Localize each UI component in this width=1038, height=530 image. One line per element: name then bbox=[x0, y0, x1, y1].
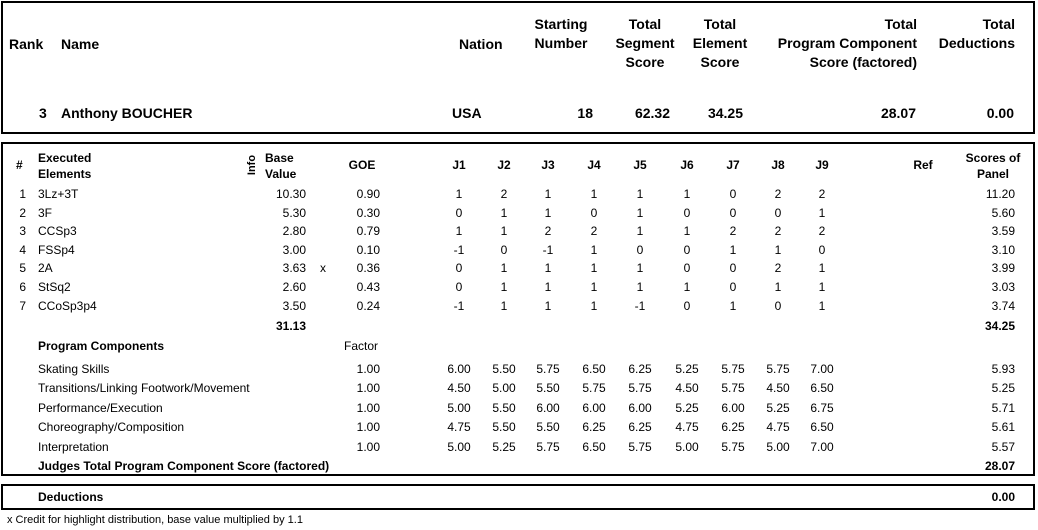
pc-judge-score: 6.00 bbox=[721, 401, 745, 415]
element-base-value-mark: x bbox=[320, 261, 326, 275]
element-judge-score: 0 bbox=[729, 280, 737, 294]
pc-panel-score: 5.71 bbox=[991, 401, 1015, 415]
element-panel-score: 11.20 bbox=[985, 187, 1015, 201]
judge-header-6: J6 bbox=[680, 158, 694, 172]
deductions-box bbox=[1, 484, 1035, 510]
pc-factor: 1.00 bbox=[356, 420, 380, 434]
pc-judge-score: 5.25 bbox=[492, 440, 516, 454]
element-judge-score: 1 bbox=[590, 261, 598, 275]
judge-header-1: J1 bbox=[452, 158, 466, 172]
info-header: Info bbox=[246, 154, 258, 176]
goe-header: GOE bbox=[348, 158, 376, 172]
judge-header-5: J5 bbox=[633, 158, 647, 172]
pc-judge-score: 6.00 bbox=[628, 401, 652, 415]
element-number: 4 bbox=[19, 243, 26, 257]
element-judge-score: 0 bbox=[455, 206, 463, 220]
judge-header-7: J7 bbox=[726, 158, 740, 172]
element-goe: 0.43 bbox=[356, 280, 380, 294]
element-judge-score: 1 bbox=[544, 261, 552, 275]
judge-header-4: J4 bbox=[587, 158, 601, 172]
element-base-value: 3.63 bbox=[282, 261, 306, 275]
pc-judge-score: 5.00 bbox=[492, 381, 516, 395]
pc-judge-score: 4.50 bbox=[766, 381, 790, 395]
element-judge-score: 0 bbox=[683, 299, 691, 313]
element-judge-score: 2 bbox=[818, 187, 826, 201]
deductions-label: Deductions bbox=[38, 490, 104, 504]
element-judge-score: -1 bbox=[542, 243, 554, 257]
element-panel-score: 5.60 bbox=[991, 206, 1015, 220]
scores-of-panel-header: Scores of Panel bbox=[965, 151, 1021, 181]
element-judge-score: 1 bbox=[455, 224, 463, 238]
element-judge-score: 2 bbox=[590, 224, 598, 238]
element-judge-score: 1 bbox=[818, 206, 826, 220]
element-judge-score: 1 bbox=[818, 261, 826, 275]
skater-total-pcs: 28.07 bbox=[880, 105, 916, 121]
pc-judge-score: 4.50 bbox=[447, 381, 471, 395]
pc-judge-score: 5.25 bbox=[766, 401, 790, 415]
element-name: StSq2 bbox=[38, 280, 71, 294]
pc-judge-score: 6.25 bbox=[721, 420, 745, 434]
element-judge-score: 1 bbox=[683, 280, 691, 294]
element-goe: 0.36 bbox=[356, 261, 380, 275]
num-header: # bbox=[16, 158, 23, 172]
pc-factor: 1.00 bbox=[356, 440, 380, 454]
pc-judge-score: 6.25 bbox=[628, 362, 652, 376]
element-judge-score: 1 bbox=[774, 280, 782, 294]
element-base-value: 2.80 bbox=[282, 224, 306, 238]
element-judge-score: 1 bbox=[544, 280, 552, 294]
element-panel-score: 3.03 bbox=[991, 280, 1015, 294]
skater-total-segment-score: 62.32 bbox=[634, 105, 670, 121]
element-judge-score: 2 bbox=[774, 261, 782, 275]
element-judge-score: 0 bbox=[729, 187, 737, 201]
pc-name: Interpretation bbox=[38, 440, 109, 454]
pc-judge-score: 5.50 bbox=[492, 420, 516, 434]
pc-judge-score: 5.00 bbox=[447, 401, 471, 415]
pc-name: Performance/Execution bbox=[38, 401, 163, 415]
element-judge-score: 0 bbox=[590, 206, 598, 220]
pc-judge-score: 6.25 bbox=[582, 420, 606, 434]
skater-total-deductions: 0.00 bbox=[986, 105, 1014, 121]
pc-judge-score: 5.50 bbox=[492, 362, 516, 376]
element-judge-score: 1 bbox=[500, 261, 508, 275]
element-base-value: 3.00 bbox=[282, 243, 306, 257]
element-number: 6 bbox=[19, 280, 26, 294]
element-judge-score: 1 bbox=[636, 280, 644, 294]
pc-judge-score: 4.75 bbox=[766, 420, 790, 434]
footnote: x Credit for highlight distribution, base value multiplied by 1.1 bbox=[7, 514, 303, 526]
element-base-value: 5.30 bbox=[282, 206, 306, 220]
judge-header-9: J9 bbox=[815, 158, 829, 172]
pc-judge-score: 5.75 bbox=[721, 440, 745, 454]
pc-judge-score: 6.00 bbox=[536, 401, 560, 415]
pc-judge-score: 5.75 bbox=[721, 381, 745, 395]
pc-judge-score: 7.00 bbox=[810, 362, 834, 376]
pc-name: Transitions/Linking Footwork/Movement bbox=[38, 381, 250, 395]
element-judge-score: 2 bbox=[729, 224, 737, 238]
element-panel-score: 3.74 bbox=[991, 299, 1015, 313]
element-judge-score: 1 bbox=[590, 187, 598, 201]
element-judge-score: 0 bbox=[729, 206, 737, 220]
total-element-score-header: Total Element Score bbox=[692, 16, 748, 70]
pc-panel-score: 5.57 bbox=[991, 440, 1015, 454]
pc-judge-score: 5.50 bbox=[536, 381, 560, 395]
pc-factor: 1.00 bbox=[356, 362, 380, 376]
judge-header-3: J3 bbox=[541, 158, 555, 172]
element-judge-score: 1 bbox=[818, 299, 826, 313]
pc-judge-score: 4.75 bbox=[447, 420, 471, 434]
factor-header: Factor bbox=[344, 339, 379, 353]
pc-judge-score: 5.75 bbox=[766, 362, 790, 376]
element-judge-score: 1 bbox=[544, 299, 552, 313]
element-judge-score: 1 bbox=[636, 187, 644, 201]
element-panel-score: 3.59 bbox=[991, 224, 1015, 238]
element-judge-score: 0 bbox=[636, 243, 644, 257]
pc-judge-score: 5.25 bbox=[675, 401, 699, 415]
pc-judge-score: 6.50 bbox=[582, 362, 606, 376]
name-header: Name bbox=[61, 36, 100, 52]
total-segment-score-header: Total Segment Score bbox=[615, 16, 675, 70]
pc-name: Choreography/Composition bbox=[38, 420, 185, 434]
skater-total-element-score: 34.25 bbox=[707, 105, 743, 121]
element-judge-score: 0 bbox=[729, 261, 737, 275]
element-judge-score: 1 bbox=[500, 280, 508, 294]
elements-total-score: 34.25 bbox=[984, 319, 1015, 333]
element-judge-score: 0 bbox=[455, 261, 463, 275]
element-judge-score: 1 bbox=[590, 243, 598, 257]
pc-judge-score: 5.75 bbox=[536, 362, 560, 376]
element-judge-score: 1 bbox=[729, 243, 737, 257]
element-name: CCSp3 bbox=[38, 224, 77, 238]
element-base-value: 10.30 bbox=[275, 187, 306, 201]
element-judge-score: 1 bbox=[683, 187, 691, 201]
element-judge-score: 0 bbox=[683, 206, 691, 220]
element-base-value: 2.60 bbox=[282, 280, 306, 294]
nation-header: Nation bbox=[459, 36, 503, 52]
element-panel-score: 3.10 bbox=[991, 243, 1015, 257]
element-judge-score: 1 bbox=[500, 206, 508, 220]
element-judge-score: 2 bbox=[774, 187, 782, 201]
pc-panel-score: 5.61 bbox=[991, 420, 1015, 434]
total-pcs-header: Total Program Component Score (factored) bbox=[777, 16, 917, 70]
pc-factor: 1.00 bbox=[356, 381, 380, 395]
pc-judge-score: 6.50 bbox=[810, 420, 834, 434]
total-deductions-header: Total Deductions bbox=[938, 16, 1015, 51]
element-judge-score: 1 bbox=[774, 243, 782, 257]
element-name: 3F bbox=[38, 206, 53, 220]
element-judge-score: -1 bbox=[634, 299, 646, 313]
element-judge-score: 0 bbox=[774, 299, 782, 313]
skater-rank: 3 bbox=[39, 105, 47, 121]
element-judge-score: 1 bbox=[590, 280, 598, 294]
pc-judge-score: 6.00 bbox=[582, 401, 606, 415]
skater-name: Anthony BOUCHER bbox=[61, 105, 193, 121]
element-judge-score: 1 bbox=[544, 206, 552, 220]
element-panel-score: 3.99 bbox=[991, 261, 1015, 275]
element-judge-score: 2 bbox=[500, 187, 508, 201]
pc-judge-score: 6.25 bbox=[628, 420, 652, 434]
base-value-header: Base Value bbox=[265, 151, 297, 181]
element-judge-score: 1 bbox=[544, 187, 552, 201]
element-judge-score: 0 bbox=[500, 243, 508, 257]
pc-judge-score: 7.00 bbox=[810, 440, 834, 454]
starting-number-header: Starting Number bbox=[534, 16, 588, 51]
pc-total-score: 28.07 bbox=[984, 459, 1015, 473]
element-judge-score: 0 bbox=[455, 280, 463, 294]
element-number: 5 bbox=[19, 261, 26, 275]
element-judge-score: -1 bbox=[453, 243, 465, 257]
element-number: 2 bbox=[19, 206, 26, 220]
pc-judge-score: 6.75 bbox=[810, 401, 834, 415]
element-name: 3Lz+3T bbox=[38, 187, 79, 201]
element-name: 2A bbox=[38, 261, 53, 275]
element-judge-score: 0 bbox=[774, 206, 782, 220]
element-judge-score: -1 bbox=[453, 299, 465, 313]
element-name: FSSp4 bbox=[38, 243, 75, 257]
pc-judge-score: 5.75 bbox=[721, 362, 745, 376]
element-goe: 0.10 bbox=[356, 243, 380, 257]
element-judge-score: 1 bbox=[500, 224, 508, 238]
element-judge-score: 2 bbox=[818, 224, 826, 238]
element-judge-score: 0 bbox=[818, 243, 826, 257]
ref-header: Ref bbox=[913, 158, 933, 172]
pc-judge-score: 5.75 bbox=[582, 381, 606, 395]
element-judge-score: 2 bbox=[544, 224, 552, 238]
element-number: 3 bbox=[19, 224, 26, 238]
element-judge-score: 1 bbox=[636, 224, 644, 238]
pc-judge-score: 5.25 bbox=[675, 362, 699, 376]
element-number: 7 bbox=[19, 299, 26, 313]
element-judge-score: 1 bbox=[590, 299, 598, 313]
pc-judge-score: 5.00 bbox=[447, 440, 471, 454]
executed-elements-header: Executed Elements bbox=[38, 151, 92, 181]
judge-header-2: J2 bbox=[497, 158, 511, 172]
pc-name: Skating Skills bbox=[38, 362, 110, 376]
element-judge-score: 1 bbox=[455, 187, 463, 201]
element-judge-score: 0 bbox=[683, 261, 691, 275]
element-judge-score: 1 bbox=[636, 261, 644, 275]
rank-header: Rank bbox=[9, 36, 44, 52]
pc-total-label: Judges Total Program Component Score (factored) bbox=[38, 459, 330, 473]
element-judge-score: 0 bbox=[683, 243, 691, 257]
pc-panel-score: 5.93 bbox=[991, 362, 1015, 376]
pc-judge-score: 6.50 bbox=[810, 381, 834, 395]
element-goe: 0.24 bbox=[356, 299, 380, 313]
element-judge-score: 1 bbox=[500, 299, 508, 313]
element-judge-score: 1 bbox=[683, 224, 691, 238]
skater-nation: USA bbox=[452, 105, 482, 121]
element-number: 1 bbox=[19, 187, 26, 201]
element-base-value: 3.50 bbox=[282, 299, 306, 313]
pc-judge-score: 5.00 bbox=[675, 440, 699, 454]
element-judge-score: 1 bbox=[818, 280, 826, 294]
pc-judge-score: 5.50 bbox=[492, 401, 516, 415]
element-judge-score: 1 bbox=[636, 206, 644, 220]
pc-panel-score: 5.25 bbox=[991, 381, 1015, 395]
pc-judge-score: 4.50 bbox=[675, 381, 699, 395]
skater-starting-number: 18 bbox=[577, 105, 593, 121]
judge-header-8: J8 bbox=[771, 158, 785, 172]
pc-factor: 1.00 bbox=[356, 401, 380, 415]
program-components-title: Program Components bbox=[38, 339, 165, 353]
elements-total-base-value: 31.13 bbox=[275, 319, 306, 333]
element-name: CCoSp3p4 bbox=[38, 299, 97, 313]
element-judge-score: 2 bbox=[774, 224, 782, 238]
element-judge-score: 1 bbox=[729, 299, 737, 313]
pc-judge-score: 6.50 bbox=[582, 440, 606, 454]
pc-judge-score: 5.75 bbox=[536, 440, 560, 454]
pc-judge-score: 6.00 bbox=[447, 362, 471, 376]
pc-judge-score: 5.75 bbox=[628, 381, 652, 395]
element-goe: 0.90 bbox=[356, 187, 380, 201]
pc-judge-score: 5.00 bbox=[766, 440, 790, 454]
pc-judge-score: 4.75 bbox=[675, 420, 699, 434]
deductions-value: 0.00 bbox=[991, 490, 1015, 504]
pc-judge-score: 5.50 bbox=[536, 420, 560, 434]
pc-judge-score: 5.75 bbox=[628, 440, 652, 454]
element-goe: 0.79 bbox=[356, 224, 380, 238]
element-goe: 0.30 bbox=[356, 206, 380, 220]
